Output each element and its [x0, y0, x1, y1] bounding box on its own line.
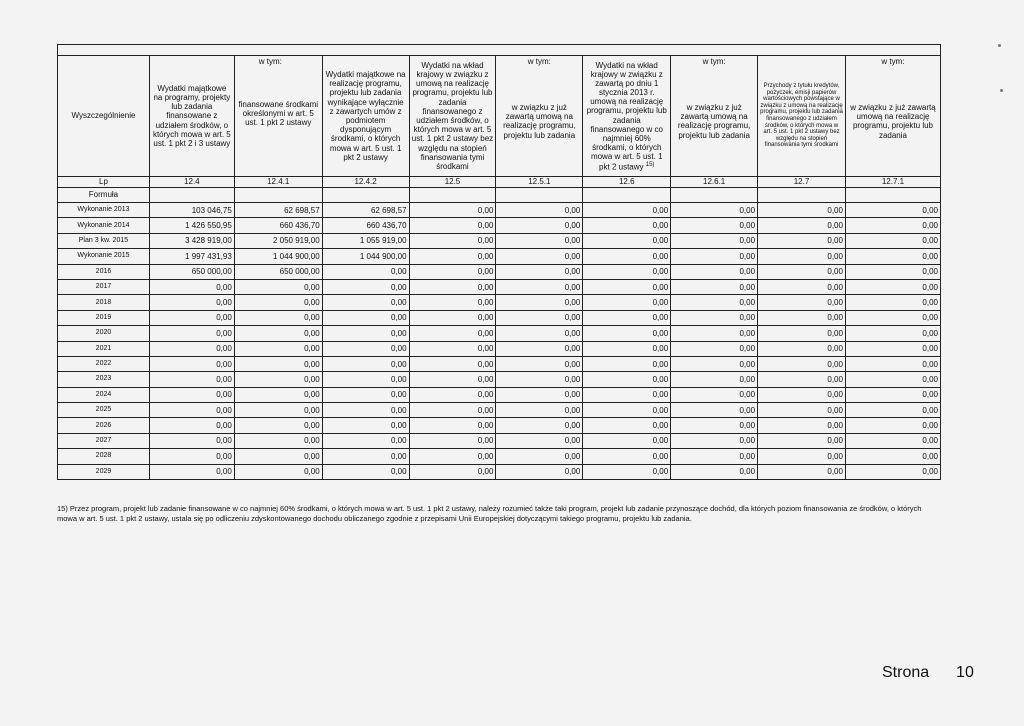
lp-code: 12.7	[758, 177, 846, 188]
value-cell: 0,00	[496, 449, 583, 464]
value-cell: 0,00	[496, 356, 583, 371]
value-cell: 0,00	[758, 341, 846, 356]
value-cell: 0,00	[671, 203, 758, 218]
header-row	[58, 56, 941, 177]
value-cell: 0,00	[583, 387, 671, 402]
row-label: 2029	[58, 464, 150, 479]
header-12-7-1-cell	[845, 56, 940, 177]
row-label: 2018	[58, 295, 150, 310]
value-cell: 0,00	[322, 264, 409, 279]
value-cell: 1 055 919,00	[322, 233, 409, 248]
value-cell: 0,00	[409, 218, 496, 233]
table-row	[58, 218, 941, 233]
value-cell: 0,00	[845, 326, 940, 341]
value-cell: 0,00	[671, 449, 758, 464]
row-label: Wykonanie 2013	[58, 203, 150, 218]
value-cell: 0,00	[583, 433, 671, 448]
value-cell: 0,00	[234, 387, 322, 402]
value-cell: 0,00	[234, 341, 322, 356]
value-cell: 0,00	[845, 372, 940, 387]
value-cell: 0,00	[496, 295, 583, 310]
value-cell: 0,00	[671, 249, 758, 264]
value-cell: 0,00	[234, 279, 322, 294]
value-cell: 0,00	[845, 464, 940, 479]
value-cell: 0,00	[583, 295, 671, 310]
value-cell: 0,00	[496, 464, 583, 479]
value-cell: 0,00	[671, 218, 758, 233]
value-cell: 0,00	[671, 464, 758, 479]
value-cell: 0,00	[322, 387, 409, 402]
lp-code: 12.6	[583, 177, 671, 188]
value-cell: 1 426 550,95	[149, 218, 234, 233]
value-cell: 0,00	[758, 433, 846, 448]
header-12-5-1: w związku z już zawartą umową na realizację programu, projektu lub zadania	[503, 103, 576, 140]
value-cell: 0,00	[583, 418, 671, 433]
value-cell: 0,00	[409, 341, 496, 356]
value-cell: 0,00	[496, 372, 583, 387]
header-12-4-2: Wydatki majątkowe na realizację programu, projektu lub zadania wynikające wyłącznie z zawartych umów z podmiotem dysponującym środkami, o których mowa w art. 5 ust. 1 pkt 2 ustawy	[322, 56, 409, 177]
value-cell: 0,00	[496, 418, 583, 433]
formula-row	[58, 188, 941, 203]
table-row	[58, 372, 941, 387]
table-row	[58, 464, 941, 479]
value-cell: 0,00	[583, 279, 671, 294]
value-cell: 0,00	[758, 403, 846, 418]
value-cell: 0,00	[758, 326, 846, 341]
value-cell: 0,00	[758, 464, 846, 479]
table-row	[58, 418, 941, 433]
value-cell: 1 997 431,93	[149, 249, 234, 264]
value-cell: 0,00	[149, 341, 234, 356]
value-cell: 0,00	[758, 203, 846, 218]
value-cell: 0,00	[149, 310, 234, 325]
value-cell: 0,00	[583, 218, 671, 233]
value-cell: 0,00	[583, 449, 671, 464]
table-row	[58, 341, 941, 356]
value-cell: 0,00	[409, 203, 496, 218]
value-cell: 0,00	[496, 341, 583, 356]
row-label: 2028	[58, 449, 150, 464]
value-cell: 0,00	[845, 249, 940, 264]
row-label: 2022	[58, 356, 150, 371]
value-cell: 0,00	[409, 249, 496, 264]
formula-label: Formuła	[58, 188, 150, 203]
scan-speck	[1000, 89, 1003, 92]
value-cell: 0,00	[583, 403, 671, 418]
value-cell: 0,00	[149, 295, 234, 310]
lp-code: 12.5.1	[496, 177, 583, 188]
value-cell: 0,00	[671, 433, 758, 448]
value-cell: 0,00	[149, 449, 234, 464]
row-label: Wykonanie 2014	[58, 218, 150, 233]
header-w-tym-4: w tym:	[881, 57, 905, 66]
value-cell: 0,00	[409, 233, 496, 248]
value-cell: 0,00	[845, 233, 940, 248]
value-cell: 0,00	[671, 310, 758, 325]
value-cell: 0,00	[758, 264, 846, 279]
row-label: 2023	[58, 372, 150, 387]
value-cell: 0,00	[322, 326, 409, 341]
value-cell: 0,00	[149, 387, 234, 402]
value-cell: 0,00	[845, 433, 940, 448]
value-cell: 0,00	[234, 356, 322, 371]
value-cell: 0,00	[671, 372, 758, 387]
page-number	[882, 664, 974, 682]
header-12-5-1-cell	[496, 56, 583, 177]
value-cell: 0,00	[845, 310, 940, 325]
row-label: 2027	[58, 433, 150, 448]
value-cell: 0,00	[671, 326, 758, 341]
value-cell: 0,00	[409, 449, 496, 464]
value-cell: 0,00	[496, 403, 583, 418]
footnote-15: 15) Przez program, projekt lub zadanie finansowane w co najmniej 60% środkami, o których mowa w art. 5 ust. 1 pkt 2 ustawy, należy rozumieć także taki program, projekt lub zadanie przynoszące dochód, dla których poziom finansowania ze środków, o których mowa w art. 5 ust. 1 pkt 2 ustawy, ustala się po odliczeniu zdyskontowanego dochodu obliczanego zgodnie z przepisami Unii Europejskiej dotyczącymi takiego programu, projektu lub zadania.	[57, 504, 922, 524]
value-cell: 0,00	[758, 356, 846, 371]
value-cell: 0,00	[149, 418, 234, 433]
value-cell: 0,00	[234, 403, 322, 418]
value-cell: 0,00	[322, 403, 409, 418]
value-cell: 0,00	[671, 341, 758, 356]
value-cell: 62 698,57	[234, 203, 322, 218]
value-cell: 0,00	[845, 403, 940, 418]
value-cell: 0,00	[583, 310, 671, 325]
header-12-4: Wydatki majątkowe na programy, projekty lub zadania finansowane z udziałem środków, o których mowa w art. 5 ust. 1 pkt 2 i 3 ustawy	[149, 56, 234, 177]
value-cell: 0,00	[409, 403, 496, 418]
value-cell: 0,00	[149, 433, 234, 448]
value-cell: 0,00	[845, 387, 940, 402]
value-cell: 0,00	[671, 418, 758, 433]
value-cell: 0,00	[583, 356, 671, 371]
value-cell: 62 698,57	[322, 203, 409, 218]
value-cell: 0,00	[409, 356, 496, 371]
financial-table	[57, 44, 941, 480]
row-label: Plan 3 kw. 2015	[58, 233, 150, 248]
row-label: 2025	[58, 403, 150, 418]
row-label: Wykonanie 2015	[58, 249, 150, 264]
lp-code: 12.4.2	[322, 177, 409, 188]
value-cell: 0,00	[758, 233, 846, 248]
value-cell: 650 000,00	[234, 264, 322, 279]
value-cell: 0,00	[845, 356, 940, 371]
header-12-7: Przychody z tytułu kredytów, pożyczek, emisji papierów wartościowych powstające w związku z umową na realizację programu, projektu lub zadania finansowanego z udziałem środków, o których mowa w art. 5 ust. 1 pkt 2 ustawy bez względu na stopień finansowania tymi środkami	[758, 56, 846, 177]
header-12-6-1-cell	[671, 56, 758, 177]
value-cell: 0,00	[234, 372, 322, 387]
value-cell: 0,00	[496, 264, 583, 279]
value-cell: 3 428 919,00	[149, 233, 234, 248]
value-cell: 0,00	[322, 418, 409, 433]
value-cell: 0,00	[496, 279, 583, 294]
value-cell: 0,00	[149, 464, 234, 479]
value-cell: 0,00	[409, 372, 496, 387]
lp-code: 12.4	[149, 177, 234, 188]
header-12-6-cell	[583, 56, 671, 177]
value-cell: 0,00	[409, 418, 496, 433]
value-cell: 0,00	[671, 387, 758, 402]
table-row	[58, 356, 941, 371]
value-cell: 0,00	[409, 279, 496, 294]
value-cell: 1 044 900,00	[234, 249, 322, 264]
value-cell: 0,00	[409, 295, 496, 310]
value-cell: 0,00	[322, 433, 409, 448]
value-cell: 0,00	[845, 341, 940, 356]
value-cell: 0,00	[496, 218, 583, 233]
value-cell: 1 044 900,00	[322, 249, 409, 264]
table-row	[58, 326, 941, 341]
header-12-7-1: w związku z już zawartą umową na realizację programu, projektu lub zadania	[850, 103, 936, 140]
value-cell: 0,00	[149, 326, 234, 341]
header-12-4-1: finansowane środkami określonymi w art. 5 ust. 1 pkt 2 ustawy	[238, 100, 319, 128]
row-label: 2024	[58, 387, 150, 402]
value-cell: 0,00	[322, 279, 409, 294]
table-row	[58, 295, 941, 310]
page-label: Strona	[882, 664, 930, 681]
top-band-row	[58, 45, 941, 56]
value-cell: 0,00	[583, 249, 671, 264]
value-cell: 0,00	[234, 449, 322, 464]
value-cell: 0,00	[583, 464, 671, 479]
lp-label: Lp	[58, 177, 150, 188]
table-row	[58, 249, 941, 264]
lp-code: 12.5	[409, 177, 496, 188]
value-cell: 0,00	[322, 449, 409, 464]
value-cell: 0,00	[322, 464, 409, 479]
value-cell: 0,00	[845, 279, 940, 294]
value-cell: 0,00	[496, 310, 583, 325]
value-cell: 0,00	[671, 356, 758, 371]
value-cell: 0,00	[583, 326, 671, 341]
table-row	[58, 203, 941, 218]
value-cell: 0,00	[149, 372, 234, 387]
value-cell: 0,00	[322, 295, 409, 310]
table-row	[58, 403, 941, 418]
scan-speck	[998, 44, 1001, 47]
value-cell: 0,00	[758, 249, 846, 264]
header-w-tym-1: w tym:	[258, 57, 282, 66]
table-row	[58, 449, 941, 464]
value-cell: 0,00	[234, 418, 322, 433]
value-cell: 0,00	[758, 387, 846, 402]
value-cell: 0,00	[583, 233, 671, 248]
value-cell: 0,00	[758, 449, 846, 464]
value-cell: 0,00	[496, 387, 583, 402]
value-cell: 0,00	[409, 310, 496, 325]
value-cell: 0,00	[845, 264, 940, 279]
value-cell: 0,00	[234, 310, 322, 325]
value-cell: 0,00	[149, 403, 234, 418]
value-cell: 0,00	[845, 203, 940, 218]
value-cell: 0,00	[845, 418, 940, 433]
header-wyszczegolnienie: Wyszczególnienie	[58, 56, 150, 177]
table-row	[58, 433, 941, 448]
lp-code: 12.6.1	[671, 177, 758, 188]
value-cell: 0,00	[496, 433, 583, 448]
value-cell: 0,00	[671, 264, 758, 279]
value-cell: 0,00	[322, 341, 409, 356]
footnote-ref-15: 15)	[645, 161, 655, 168]
value-cell: 0,00	[322, 310, 409, 325]
row-label: 2017	[58, 279, 150, 294]
value-cell: 0,00	[409, 387, 496, 402]
value-cell: 0,00	[758, 310, 846, 325]
value-cell: 0,00	[671, 279, 758, 294]
header-w-tym-3: w tym:	[702, 57, 726, 66]
value-cell: 0,00	[496, 203, 583, 218]
table-row	[58, 264, 941, 279]
table-row	[58, 387, 941, 402]
value-cell: 0,00	[322, 372, 409, 387]
value-cell: 0,00	[758, 418, 846, 433]
value-cell: 0,00	[234, 295, 322, 310]
value-cell: 0,00	[234, 433, 322, 448]
value-cell: 0,00	[234, 326, 322, 341]
value-cell: 0,00	[845, 218, 940, 233]
row-label: 2026	[58, 418, 150, 433]
value-cell: 0,00	[671, 295, 758, 310]
value-cell: 0,00	[409, 326, 496, 341]
value-cell: 0,00	[845, 449, 940, 464]
value-cell: 0,00	[583, 203, 671, 218]
value-cell: 103 046,75	[149, 203, 234, 218]
value-cell: 0,00	[496, 233, 583, 248]
value-cell: 0,00	[149, 279, 234, 294]
table-row	[58, 279, 941, 294]
data-rows	[58, 203, 941, 480]
lp-code: 12.4.1	[234, 177, 322, 188]
header-12-4-1-cell	[234, 56, 322, 177]
value-cell: 0,00	[409, 433, 496, 448]
value-cell: 0,00	[322, 356, 409, 371]
value-cell: 660 436,70	[322, 218, 409, 233]
value-cell: 0,00	[496, 249, 583, 264]
value-cell: 0,00	[583, 264, 671, 279]
value-cell: 650 000,00	[149, 264, 234, 279]
value-cell: 0,00	[149, 356, 234, 371]
value-cell: 0,00	[671, 233, 758, 248]
table-row	[58, 310, 941, 325]
value-cell: 0,00	[671, 403, 758, 418]
value-cell: 0,00	[409, 264, 496, 279]
value-cell: 0,00	[758, 279, 846, 294]
page-number-value: 10	[956, 664, 974, 681]
header-12-6-1: w związku z już zawartą umową na realizację programu, projektu lub zadania	[677, 103, 751, 140]
value-cell: 0,00	[758, 372, 846, 387]
value-cell: 0,00	[845, 295, 940, 310]
value-cell: 0,00	[496, 326, 583, 341]
header-12-6: Wydatki na wkład krajowy w związku z zawartą po dniu 1 stycznia 2013 r. umową na realizację programu, projektu lub zadania finansowanego w co najmniej 60% środkami, o których mowa w art. 5 ust. 1 pkt 2 ustawy	[586, 60, 667, 172]
lp-code: 12.7.1	[845, 177, 940, 188]
row-label: 2016	[58, 264, 150, 279]
table-row	[58, 233, 941, 248]
lp-row	[58, 177, 941, 188]
value-cell: 660 436,70	[234, 218, 322, 233]
value-cell: 2 050 919,00	[234, 233, 322, 248]
header-12-5: Wydatki na wkład krajowy w związku z umową na realizację programu, projektu lub zadania finansowanego z udziałem środków, o których mowa w art. 5 ust. 1 pkt 2 ustawy bez względu na stopień finansowania tymi środkami	[409, 56, 496, 177]
row-label: 2020	[58, 326, 150, 341]
value-cell: 0,00	[583, 372, 671, 387]
row-label: 2021	[58, 341, 150, 356]
value-cell: 0,00	[758, 295, 846, 310]
header-w-tym-2: w tym:	[527, 57, 551, 66]
value-cell: 0,00	[409, 464, 496, 479]
value-cell: 0,00	[583, 341, 671, 356]
value-cell: 0,00	[758, 218, 846, 233]
value-cell: 0,00	[234, 464, 322, 479]
row-label: 2019	[58, 310, 150, 325]
